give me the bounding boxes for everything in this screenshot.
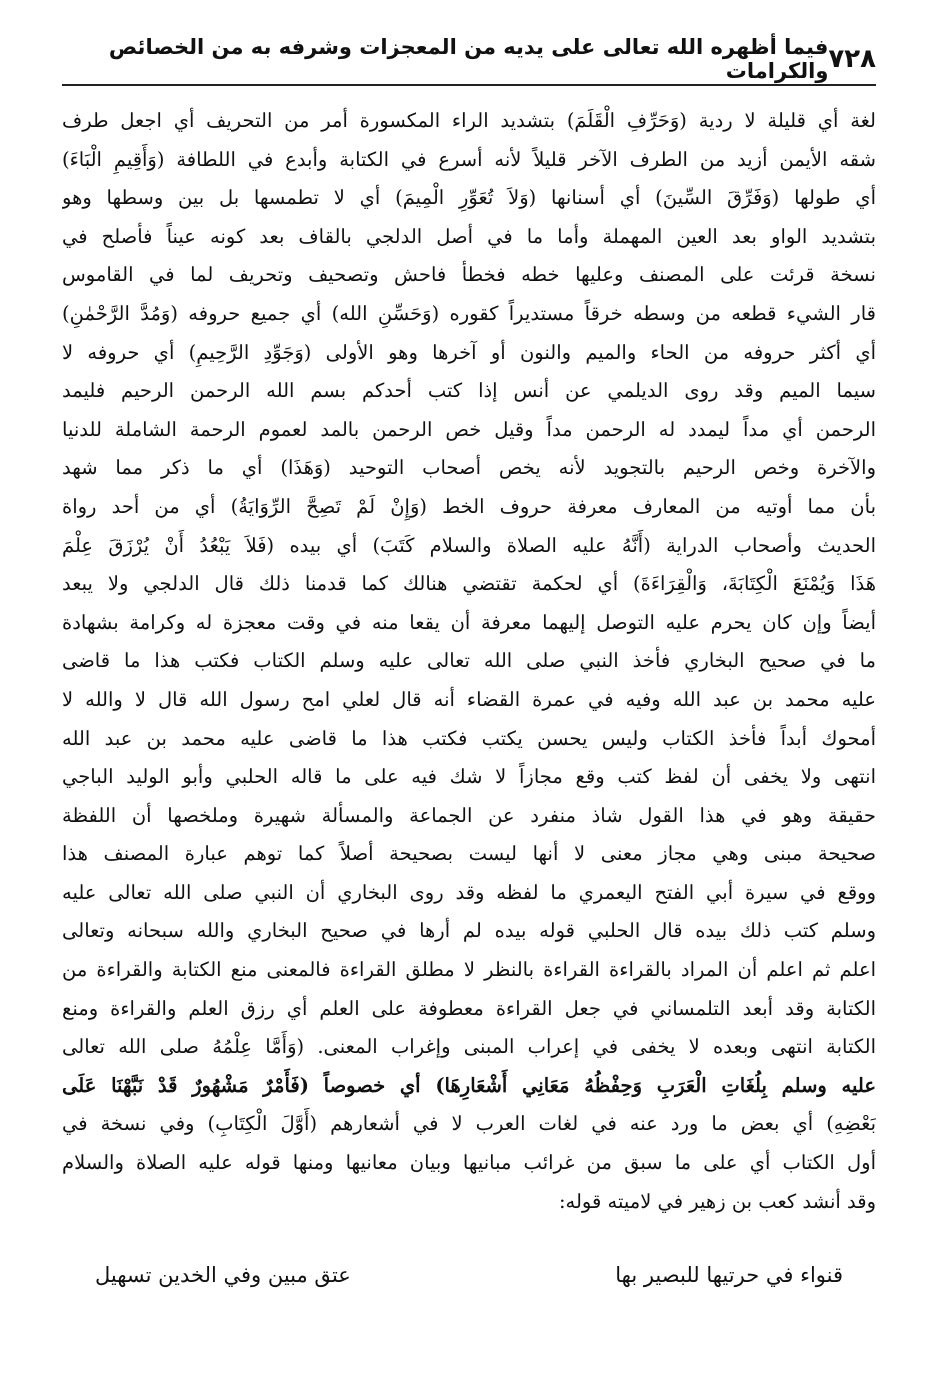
page-header: [62, 34, 876, 86]
text-line: قار الشيء قطعه من وسطه خرقاً مستديراً كقوره (وَحَسِّنِ الله) أي جميع حروفه (وَمُدَّ الرَّحْمٰنِ): [62, 301, 876, 325]
text-line: أي أكثر حروفه من الحاء والميم والنون أو آخرها وهو الأولى (وَجَوِّدِ الرَّحِيمِ) أي حروفه لا: [62, 340, 876, 364]
text-line: الكتابة وقد أبعد التلمساني في جعل القراءة معطوفة على العلم أي رزق العلم والقراءة ومنع: [62, 996, 876, 1020]
page-number: ٧٢٨: [828, 44, 876, 74]
text-line: نسخة قرئت على المصنف وعليها خطه فخطأ فاحش وتصحيف وتحريف لما في القاموس: [62, 263, 876, 287]
text-line: اعلم ثم اعلم أن المراد بالقراءة القراءة بالنظر لا مطلق القراءة فالمعنى منع الكتابة والقراءة من: [62, 958, 876, 982]
text-line: بتشديد الواو بعد العين المهملة وأما ما في أصل الدلجي بالقاف بعد كونه عيناً فأصلح في: [62, 224, 876, 248]
text-line: شقه الأيمن أزيد من الطرف الآخر قليلاً لأنه أسرع في الكتابة وأبدع في اللطافة (وَأَقِيمِ الْبَاءَ): [62, 147, 876, 171]
text-line: عليه محمد بن عبد الله وفيه في عمرة القضاء أنه قال لعلي امح رسول الله قال لا والله لا: [62, 687, 876, 711]
verse-hemistich-right: قنواء في حرتيها للبصير بها: [615, 1263, 843, 1287]
text-line: سيما الميم وقد روى الديلمي عن أنس إذا كتب أحدكم بسم الله الرحمن الرحيم فليمد: [62, 379, 876, 403]
text-line: لغة أي قليلة لا ردية (وَحَرِّفِ الْقَلَمَ) بتشديد الراء المكسورة أمر من التحريف أي اجعل طرف: [62, 109, 876, 132]
text-line: أي طولها (وَفَرِّقَ السِّينَ) أي أسنانها (وَلاَ تُعَوِّرِ الْمِيمَ) أي لا تطمسها بل بين وسطها وهو: [62, 186, 876, 210]
text-line: الحديث وأصحاب الدراية (أَنَّهُ عليه الصلاة والسلام كَتَبَ) أي بيده (فَلاَ يَبْعُدُ أَنْ يُرْزَقَ عِلْمَ: [62, 533, 876, 557]
text-line: بَعْضِهِ) أي بعض ما ورد عنه في لغات العرب لا في أشعارهم (أَوَّلَ الْكِتَابِ) وفي نسخة في: [62, 1112, 876, 1136]
text-line: الرحمن أي مداً ليمدد له الرحمن مداً وقيل خص الرحمن بالمد لعموم الرحمة الشاملة للدنيا: [62, 417, 876, 441]
text-line: والآخرة وخص الرحيم بالتجويد لأنه يخص أصحاب التوحيد (وَهَذَا) أي ما ذكر مما شهد: [62, 456, 876, 480]
text-line: عليه وسلم بِلُغَاتِ الْعَرَبِ وَحِفْظُهُ مَعَانِي أَشْعَارِهَا) أي خصوصاً (فَأَمْرٌ مَشْهُورٌ قَدْ نَبَّهْنَا عَلَى: [62, 1073, 876, 1097]
text-line: وسلم كتب ذلك بيده قال الحلبي قوله بيده لم أرها في صحيح البخاري والله سبحانه وتعالى: [62, 919, 876, 943]
text-line: أمحوك أبداً فأخذ الكتاب وليس يحسن يكتب فكتب هذا ما قاضى عليه محمد بن عبد الله: [62, 726, 876, 750]
text-line: وقد أنشد كعب بن زهير في لاميته قوله:: [558, 1189, 876, 1213]
text-line: ما في صحيح البخاري فأخذ النبي صلى الله تعالى عليه وسلم الكتاب فكتب هذا ما قاضى: [62, 649, 876, 673]
text-line: الكتابة انتهى وبعده لا يخفى في إعراب المبنى وإغراب المعنى. (وَأَمَّا عِلْمُهُ صلى الله تعالى: [62, 1035, 876, 1059]
text-line: انتهى ولا يخفى أن لفظ كتب وقع مجازاً لا شك فيه على ما قاله الحلبي وأبو الوليد الباجي: [62, 765, 876, 789]
text-line: هَذَا وَيُمْنَعَ الْكِتَابَةَ، وَالْقِرَاءَةَ) أي لحكمة تقتضي هنالك كما قدمنا ذلك قال الدلجي ولا يبعد: [62, 572, 876, 596]
text-line: أول الكتاب أي على ما سبق من غرائب مبانيها وبيان معانيها ومنها قوله عليه الصلاة والسلام: [62, 1151, 876, 1175]
running-title: فيما أظهره الله تعالى على يديه من المعجزات وشرفه به من الخصائص والكرامات: [108, 35, 829, 83]
text-line: حقيقة وهو في هذا القول شاذ منفرد عن الجماعة والمسألة شهيرة وملخصها أن اللفظة: [62, 803, 876, 827]
text-line: ووقع في سيرة أبي الفتح اليعمري ما لفظه وقد روى البخاري أن النبي صلى الله تعالى عليه: [62, 880, 876, 904]
text-line: بأن مما أوتيه من المعارف معرفة حروف الخط (وَإِنْ لَمْ تَصِحَّ الرِّوَايَةُ) أي من أحد رواة: [62, 494, 876, 518]
main-text: [62, 102, 876, 1221]
poetry-verse: [95, 1255, 843, 1295]
verse-hemistich-left: عتق مبين وفي الخدين تسهيل: [95, 1263, 351, 1287]
text-line: أيضاً وإن كان يحرم عليه التوصل إليهما معرفة أن يقعا منه في وقت معجزة له وكرامة بشهادة: [62, 610, 876, 634]
text-line: صحيحة مبنى وهي مجاز معنى لا أنها ليست بصحيحة أصلاً كما توهم عبارة المصنف هذا: [62, 842, 876, 866]
